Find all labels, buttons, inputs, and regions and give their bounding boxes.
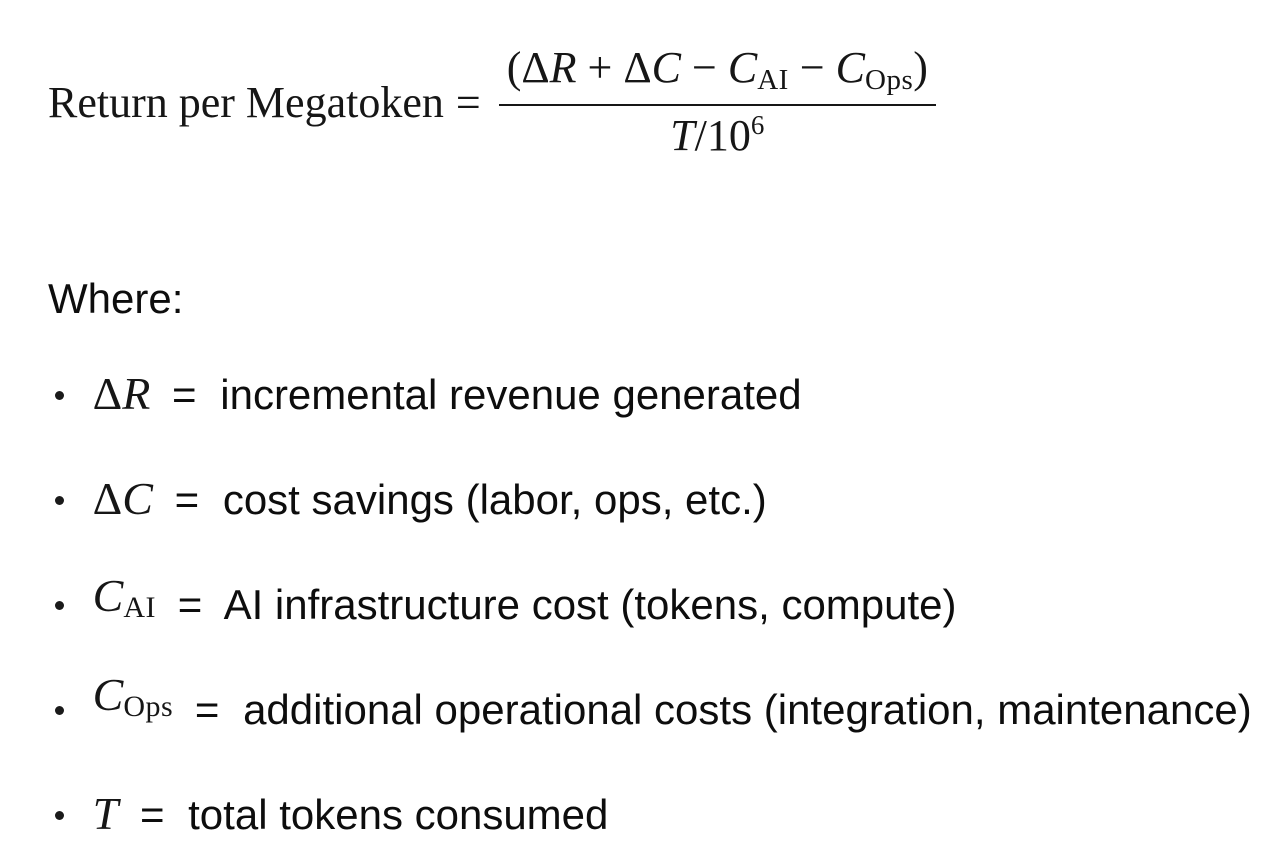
delta-symbol: Δ	[521, 43, 550, 92]
math-symbol-delta-c	[93, 473, 153, 524]
definition-equals: =	[177, 581, 203, 629]
definition-item-delta-r	[48, 368, 1256, 432]
delta-symbol: Δ	[623, 43, 652, 92]
subscript-ops: Ops	[865, 64, 914, 96]
definition-item-delta-c	[48, 473, 1256, 537]
slash: /	[694, 110, 707, 160]
definition-description: cost savings (labor, ops, etc.)	[222, 476, 767, 524]
symbol-variable: C	[122, 473, 153, 525]
definitions-list	[48, 368, 1256, 852]
bullet-icon	[55, 601, 64, 610]
definition-description: additional operational costs (integration, maintenance)	[243, 686, 1252, 734]
definition-description: total tokens consumed	[188, 791, 609, 839]
minus-operator: −	[692, 43, 717, 92]
open-paren: (	[506, 43, 522, 92]
symbol-variable: C	[92, 669, 124, 721]
minus-operator: −	[799, 43, 825, 92]
formula-fraction	[499, 44, 936, 160]
formula-lhs: Return per Megatoken	[48, 77, 444, 127]
math-symbol-c-ai	[92, 570, 157, 625]
definition-description: AI infrastructure cost (tokens, compute)	[223, 581, 957, 629]
bullet-icon	[55, 706, 64, 715]
definition-item-c-ai	[48, 570, 1256, 642]
var-c: C	[651, 43, 682, 92]
var-r: R	[549, 43, 577, 92]
definition-item-t	[48, 788, 1256, 852]
math-symbol-c-ops	[92, 669, 174, 724]
formula	[48, 44, 1256, 160]
definition-description: incremental revenue generated	[220, 371, 802, 419]
symbol-subscript: Ops	[123, 690, 174, 724]
symbol-variable: C	[92, 570, 124, 622]
where-label: Where:	[48, 275, 184, 323]
bullet-icon	[55, 496, 64, 505]
math-symbol-delta-r	[93, 368, 151, 419]
math-symbol-t	[93, 788, 119, 839]
symbol-prefix: Δ	[92, 368, 123, 420]
definition-equals: =	[172, 371, 197, 419]
symbol-prefix: Δ	[92, 473, 123, 525]
symbol-variable: R	[122, 368, 151, 420]
plus-operator: +	[587, 43, 613, 92]
fraction-numerator	[499, 44, 936, 106]
subscript-ai: AI	[757, 64, 789, 96]
formula-equals: =	[455, 77, 481, 127]
ten-base: 10	[706, 110, 751, 160]
symbol-variable: T	[92, 788, 119, 840]
exponent-six: 6	[750, 109, 765, 140]
symbol-subscript: AI	[123, 591, 157, 625]
bullet-icon	[55, 811, 64, 820]
var-c-ai: C	[727, 43, 758, 92]
var-t: T	[670, 110, 695, 160]
definition-item-c-ops	[48, 669, 1256, 747]
close-paren: )	[913, 43, 928, 92]
definition-equals: =	[194, 686, 220, 734]
bullet-icon	[55, 391, 64, 400]
definition-equals: =	[139, 791, 165, 839]
var-c-ops: C	[835, 43, 866, 92]
fraction-denominator	[670, 106, 764, 160]
definition-equals: =	[174, 476, 200, 524]
